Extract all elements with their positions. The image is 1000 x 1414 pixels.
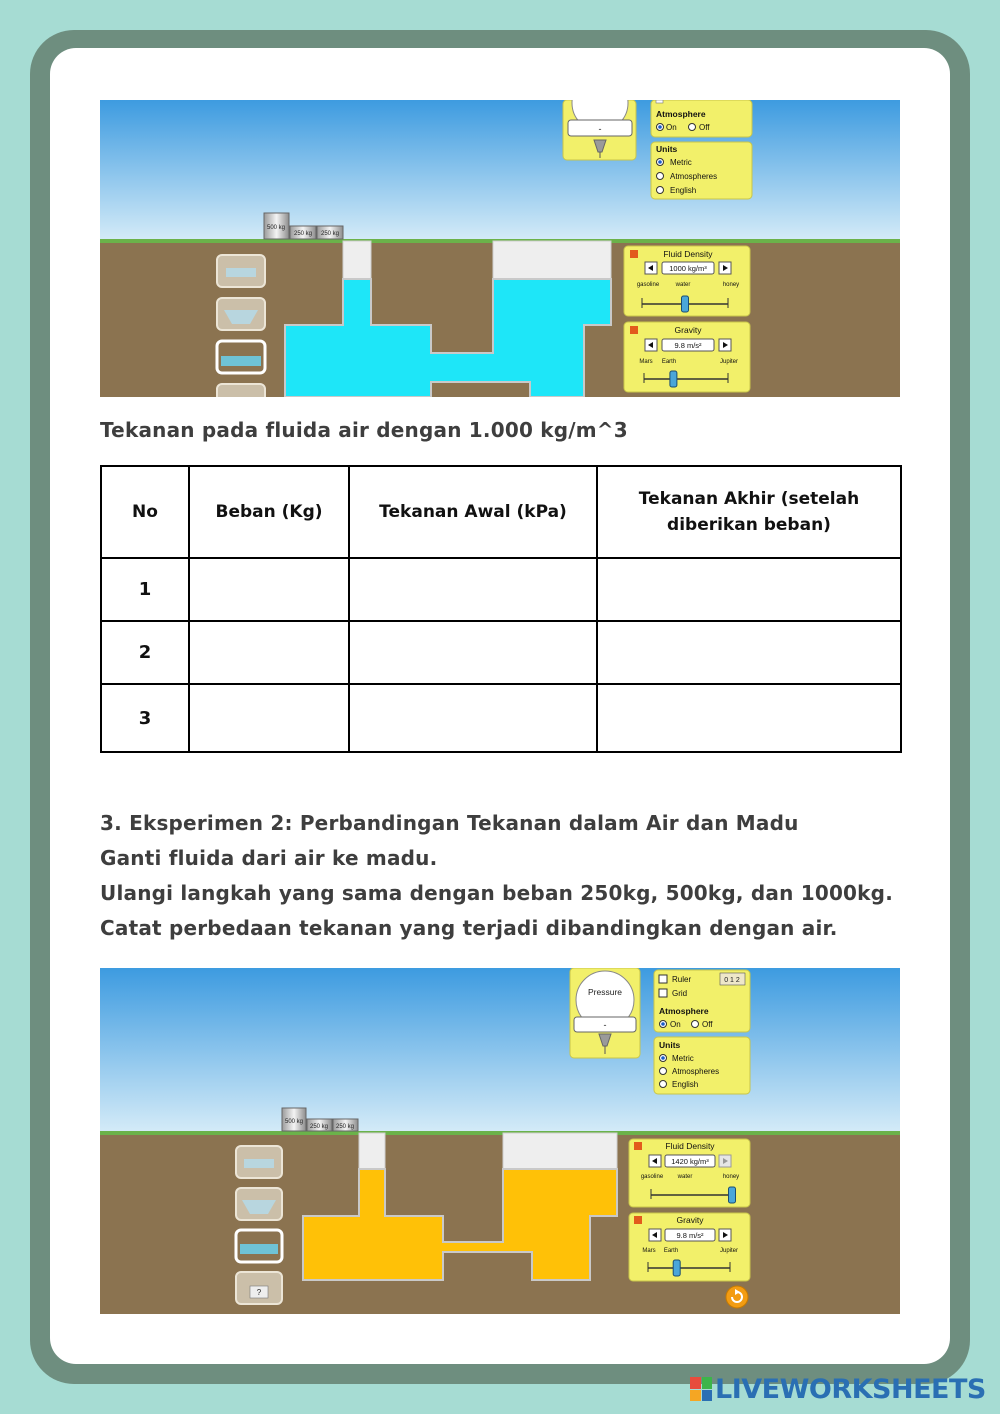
atmosphere-off-radio[interactable] (689, 124, 696, 131)
beban-input[interactable] (189, 621, 349, 684)
gravity-title: Gravity (676, 1215, 704, 1225)
gravity-tick-earth: Earth (663, 1248, 679, 1254)
gravity-value: 9.8 m/s² (674, 341, 702, 350)
density-value: 1420 kg/m³ (671, 1157, 709, 1166)
row-number: 2 (101, 621, 189, 684)
fluid-density-panel (624, 246, 750, 316)
density-tick-water: water (677, 1174, 693, 1180)
units-atmospheres-label: Atmospheres (670, 172, 718, 181)
atmosphere-on-label: On (670, 1020, 681, 1029)
gravity-slider-thumb[interactable] (673, 1260, 680, 1276)
tekanan-akhir-input[interactable] (597, 621, 901, 684)
collapse-icon[interactable] (634, 1216, 642, 1224)
weight-250kg-1-label: 250 kg (309, 1124, 329, 1130)
liveworksheets-brand[interactable] (690, 1372, 986, 1406)
scene-button-trapezoid[interactable] (236, 1188, 282, 1220)
weight-500kg-label: 500 kg (284, 1119, 304, 1125)
ruler-label: Ruler (672, 975, 692, 984)
experiment-heading: 3. Eksperimen 2: Perbandingan Tekanan dalam Air dan Madu (100, 811, 799, 835)
gravity-tick-earth: Earth (661, 359, 677, 365)
pressure-gauge[interactable] (563, 100, 636, 160)
grid-checkbox[interactable] (659, 989, 667, 997)
table-header-row (101, 466, 901, 558)
experiment-instructions (100, 806, 893, 946)
scene-button-trapezoid[interactable] (217, 298, 265, 330)
fluid-density-panel (629, 1139, 750, 1207)
units-atmospheres-radio[interactable] (660, 1068, 667, 1075)
sim-screenshot-water (100, 100, 900, 397)
units-title: Units (659, 1040, 681, 1050)
gravity-tick-jupiter: Jupiter (719, 359, 739, 365)
units-panel (654, 1037, 750, 1094)
density-tick-honey: honey (722, 1174, 740, 1180)
table-row (101, 684, 901, 752)
gravity-value: 9.8 m/s² (676, 1231, 704, 1240)
beban-input[interactable] (189, 558, 349, 621)
gauge-label: Pressure (587, 987, 623, 997)
fluid-density-title: Fluid Density (663, 249, 713, 259)
density-value: 1000 kg/m³ (669, 264, 707, 273)
gauge-readout: - (603, 1020, 607, 1030)
scene-button-open-pool[interactable] (217, 255, 265, 287)
gravity-panel (624, 322, 750, 392)
header-beban: Beban (Kg) (189, 466, 349, 558)
gravity-slider-thumb[interactable] (670, 371, 677, 387)
right-chamber-air (493, 241, 611, 279)
weight-250kg-1-label: 250 kg (293, 231, 313, 237)
units-english-label: English (672, 1080, 699, 1089)
left-piston-chamber (343, 241, 371, 279)
density-tick-gasoline: gasoline (640, 1174, 664, 1180)
tekanan-akhir-input[interactable] (597, 558, 901, 621)
atmosphere-off-radio[interactable] (692, 1021, 699, 1028)
tekanan-awal-input[interactable] (349, 684, 597, 752)
gravity-tick-jupiter: Jupiter (719, 1248, 739, 1254)
units-english-label: English (670, 186, 697, 195)
units-metric-label: Metric (670, 158, 692, 167)
scene-button-mystery[interactable] (236, 1272, 282, 1304)
fluid-density-title: Fluid Density (665, 1141, 715, 1151)
instruction-line: Ganti fluida dari air ke madu. (100, 846, 438, 870)
weight-250kg-2-label: 250 kg (335, 1124, 355, 1130)
scene-button-chamber[interactable] (236, 1230, 282, 1262)
gravity-tick-mars: Mars (639, 359, 653, 365)
atmosphere-title: Atmosphere (656, 109, 706, 119)
ruler-checkbox[interactable] (659, 975, 667, 983)
scene-button-chamber[interactable] (217, 341, 265, 373)
ground (100, 1133, 900, 1314)
header-no: No (101, 466, 189, 558)
brand-name: LIVEWORKSHEETS (715, 1373, 986, 1405)
mystery-label: ? (256, 1288, 262, 1297)
atmosphere-off-label: Off (702, 1020, 713, 1029)
units-title: Units (656, 144, 678, 154)
gravity-panel (629, 1213, 750, 1281)
grass-line (100, 1131, 900, 1135)
row-number: 3 (101, 684, 189, 752)
density-tick-honey: honey (722, 282, 740, 288)
atmosphere-off-label: Off (699, 123, 710, 132)
header-tekanan-awal: Tekanan Awal (kPa) (349, 466, 597, 558)
units-english-radio[interactable] (660, 1081, 667, 1088)
right-chamber-air (503, 1133, 617, 1169)
table-row (101, 621, 901, 684)
atmosphere-on-label: On (666, 123, 677, 132)
atmosphere-title: Atmosphere (659, 1006, 709, 1016)
units-panel (651, 142, 752, 199)
density-tick-gasoline: gasoline (636, 282, 660, 288)
gravity-tick-mars: Mars (642, 1248, 656, 1254)
instruction-line: Ulangi langkah yang sama dengan beban 250kg, 500kg, dan 1000kg. (100, 881, 893, 905)
grid-label: Grid (672, 989, 688, 998)
table-row (101, 558, 901, 621)
scene-button-mystery[interactable] (217, 384, 265, 397)
weight-500kg-label: 500 kg (266, 225, 286, 231)
sim-screenshot-honey (100, 968, 900, 1314)
header-tekanan-akhir: Tekanan Akhir (setelah diberikan beban) (597, 466, 901, 558)
collapse-icon[interactable] (634, 1142, 642, 1150)
density-slider-thumb[interactable] (682, 296, 689, 312)
units-atmospheres-label: Atmospheres (672, 1067, 720, 1076)
density-slider-thumb[interactable] (729, 1187, 736, 1203)
scene-button-open-pool[interactable] (236, 1146, 282, 1178)
gravity-title: Gravity (674, 325, 702, 335)
gauge-readout: - (598, 124, 602, 134)
liveworksheets-logo-icon (690, 1377, 712, 1401)
density-tick-water: water (675, 282, 691, 288)
beban-input[interactable] (189, 684, 349, 752)
sky (100, 100, 900, 242)
tekanan-akhir-input[interactable] (597, 684, 901, 752)
row-number: 1 (101, 558, 189, 621)
units-metric-label: Metric (672, 1054, 694, 1063)
sky (100, 968, 900, 1134)
collapse-icon[interactable] (630, 326, 638, 334)
ruler-icon-marks: 0 1 2 (724, 977, 740, 984)
tools-panel (654, 970, 750, 1032)
units-atmospheres-radio[interactable] (657, 173, 664, 180)
pressure-table (100, 465, 902, 753)
tekanan-awal-input[interactable] (349, 621, 597, 684)
table-caption: Tekanan pada fluida air dengan 1.000 kg/m^3 (100, 418, 628, 442)
instruction-line: Catat perbedaan tekanan yang terjadi dibandingkan dengan air. (100, 916, 838, 940)
reset-button[interactable] (726, 1286, 748, 1308)
weight-250kg-2-label: 250 kg (320, 231, 340, 237)
tekanan-awal-input[interactable] (349, 558, 597, 621)
atmosphere-panel (651, 100, 752, 137)
collapse-icon[interactable] (630, 250, 638, 258)
pressure-gauge[interactable] (570, 968, 640, 1058)
units-english-radio[interactable] (657, 187, 664, 194)
left-piston-chamber (359, 1133, 385, 1169)
